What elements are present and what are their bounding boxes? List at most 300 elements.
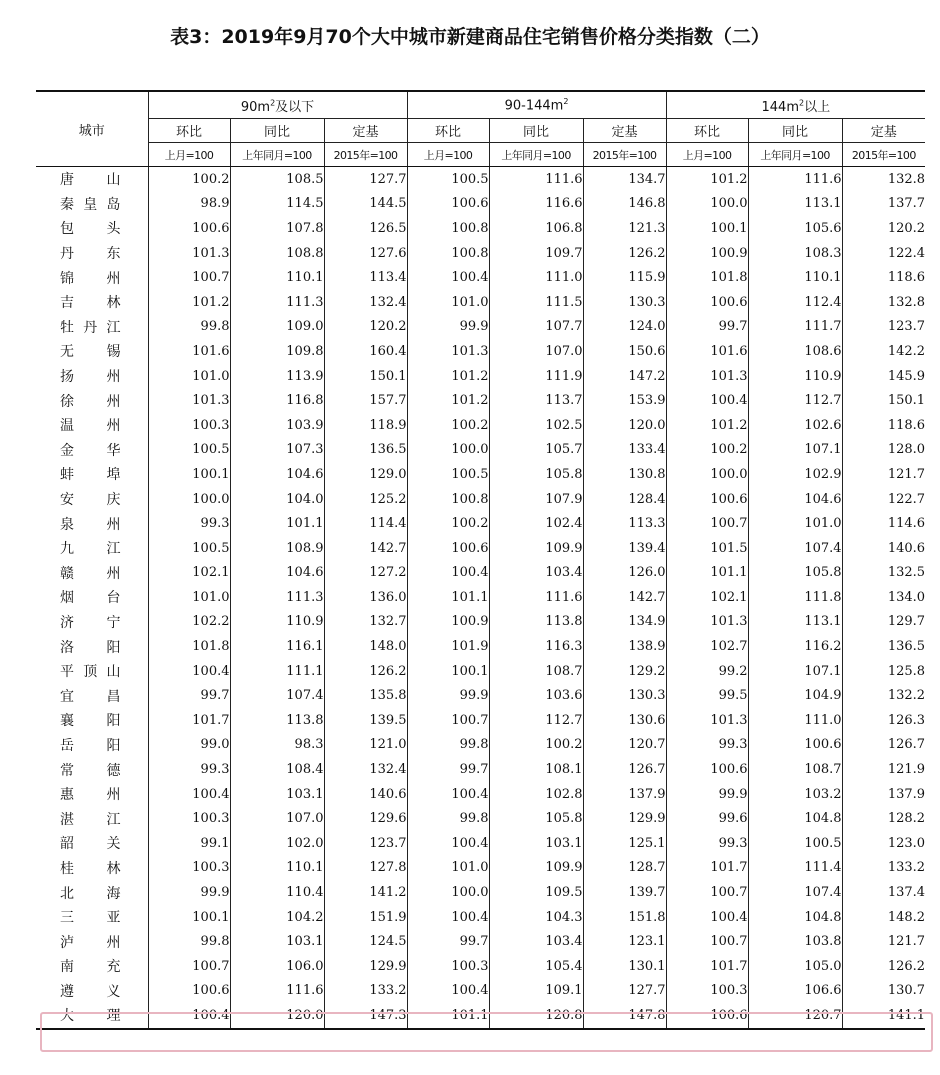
index-value: 104.6 bbox=[230, 462, 324, 487]
index-value: 115.9 bbox=[583, 265, 666, 290]
index-value: 100.2 bbox=[407, 511, 489, 536]
index-value: 137.9 bbox=[887, 786, 926, 802]
table-row bbox=[36, 782, 925, 807]
index-value: 103.4 bbox=[489, 929, 583, 954]
index-value: 125.2 bbox=[324, 487, 407, 512]
index-value: 99.8 bbox=[407, 733, 489, 758]
index-value: 151.8 bbox=[583, 905, 666, 930]
index-value: 108.3 bbox=[748, 241, 842, 266]
table-row bbox=[36, 241, 925, 266]
index-value: 107.1 bbox=[748, 659, 842, 684]
base-header-2015: 2015年=100 bbox=[583, 143, 666, 167]
table-row bbox=[36, 757, 925, 782]
city-name: 泸州 bbox=[36, 929, 148, 954]
index-value: 121.7 bbox=[887, 934, 926, 950]
city-name: 唐山 bbox=[36, 167, 148, 192]
table-title: 表3：2019年9月70个大中城市新建商品住宅销售价格分类指数（二） bbox=[170, 26, 770, 48]
metric-header-mom: 环比 bbox=[148, 119, 230, 143]
index-value: 134.9 bbox=[583, 610, 666, 635]
index-value: 126.0 bbox=[583, 561, 666, 586]
index-value: 107.4 bbox=[748, 536, 842, 561]
index-value: 123.0 bbox=[887, 835, 926, 851]
index-value: 102.4 bbox=[489, 511, 583, 536]
index-value: 100.4 bbox=[666, 388, 748, 413]
index-value: 100.5 bbox=[748, 831, 842, 856]
metric-header-yoy: 同比 bbox=[489, 119, 583, 143]
index-value: 109.9 bbox=[489, 536, 583, 561]
index-value: 100.7 bbox=[148, 265, 230, 290]
index-value: 130.3 bbox=[583, 683, 666, 708]
city-name: 徐州 bbox=[36, 388, 148, 413]
table-row bbox=[36, 290, 925, 315]
index-value: 100.0 bbox=[666, 192, 748, 217]
index-value: 100.3 bbox=[407, 954, 489, 979]
group-header-medium: $90-144m^2$ bbox=[407, 91, 666, 119]
index-value: 101.7 bbox=[666, 954, 748, 979]
index-value: 141.2 bbox=[324, 880, 407, 905]
index-value: 101.0 bbox=[148, 364, 230, 389]
index-value: 151.9 bbox=[324, 905, 407, 930]
index-value: 139.7 bbox=[583, 880, 666, 905]
index-value: 100.0 bbox=[407, 880, 489, 905]
table-row bbox=[36, 192, 925, 217]
index-value: 100.4 bbox=[148, 782, 230, 807]
index-value: 102.1 bbox=[666, 585, 748, 610]
index-value: 108.4 bbox=[230, 757, 324, 782]
index-value: 128.2 bbox=[887, 811, 926, 827]
index-value: 100.3 bbox=[148, 806, 230, 831]
index-value: 100.5 bbox=[148, 438, 230, 463]
city-name: 无锡 bbox=[36, 339, 148, 364]
table-row bbox=[36, 413, 925, 438]
city-name: 牡丹江 bbox=[36, 315, 148, 340]
city-name: 南充 bbox=[36, 954, 148, 979]
index-value: 102.7 bbox=[666, 634, 748, 659]
index-value: 111.4 bbox=[748, 856, 842, 881]
index-value: 102.6 bbox=[748, 413, 842, 438]
index-value: 109.7 bbox=[489, 241, 583, 266]
metric-header-fixed-base: 定基 bbox=[324, 119, 407, 143]
index-value: 103.1 bbox=[230, 782, 324, 807]
index-value: 108.9 bbox=[230, 536, 324, 561]
index-value: 100.4 bbox=[407, 561, 489, 586]
index-value: 132.7 bbox=[324, 610, 407, 635]
table-row bbox=[36, 856, 925, 881]
index-value: 107.8 bbox=[230, 216, 324, 241]
index-value: 110.4 bbox=[230, 880, 324, 905]
index-value: 99.3 bbox=[666, 733, 748, 758]
index-value: 105.8 bbox=[489, 806, 583, 831]
table-row bbox=[36, 683, 925, 708]
index-value: 99.6 bbox=[666, 806, 748, 831]
index-value: 133.2 bbox=[887, 860, 926, 876]
index-value: 126.7 bbox=[887, 737, 926, 753]
index-value: 130.3 bbox=[583, 290, 666, 315]
index-value: 99.3 bbox=[148, 511, 230, 536]
index-value: 134.7 bbox=[583, 167, 666, 192]
index-value: 121.9 bbox=[887, 762, 926, 778]
city-name: 温州 bbox=[36, 413, 148, 438]
index-value: 100.9 bbox=[666, 241, 748, 266]
index-value: 101.3 bbox=[407, 339, 489, 364]
index-value: 100.4 bbox=[407, 979, 489, 1004]
table-row bbox=[36, 880, 925, 905]
base-header-prev-year: 上年同月=100 bbox=[230, 143, 324, 167]
index-value: 99.5 bbox=[666, 683, 748, 708]
index-value: 99.9 bbox=[666, 782, 748, 807]
metric-header-mom: 环比 bbox=[407, 119, 489, 143]
index-value: 113.1 bbox=[748, 192, 842, 217]
index-value: 101.0 bbox=[407, 290, 489, 315]
index-value: 99.8 bbox=[148, 315, 230, 340]
index-value: 100.4 bbox=[666, 905, 748, 930]
index-value: 126.2 bbox=[324, 659, 407, 684]
index-value: 114.4 bbox=[324, 511, 407, 536]
table-row bbox=[36, 905, 925, 930]
index-value: 110.9 bbox=[748, 364, 842, 389]
index-value: 105.8 bbox=[748, 561, 842, 586]
index-value: 101.0 bbox=[748, 511, 842, 536]
index-value: 147.3 bbox=[324, 1003, 407, 1029]
index-value: 99.7 bbox=[148, 683, 230, 708]
table-row bbox=[36, 536, 925, 561]
index-value: 101.8 bbox=[666, 265, 748, 290]
city-name: 遵义 bbox=[36, 979, 148, 1004]
city-name: 惠州 bbox=[36, 782, 148, 807]
table-row bbox=[36, 364, 925, 389]
metric-header-mom: 环比 bbox=[666, 119, 748, 143]
index-value: 148.2 bbox=[887, 909, 926, 925]
index-value: 101.2 bbox=[407, 364, 489, 389]
table-row bbox=[36, 585, 925, 610]
index-value: 101.8 bbox=[148, 634, 230, 659]
index-value: 100.8 bbox=[407, 216, 489, 241]
index-value: 108.8 bbox=[230, 241, 324, 266]
index-value: 99.9 bbox=[148, 880, 230, 905]
index-value: 139.5 bbox=[324, 708, 407, 733]
index-value: 102.5 bbox=[489, 413, 583, 438]
index-value: 99.3 bbox=[666, 831, 748, 856]
index-value: 98.3 bbox=[230, 733, 324, 758]
table-row bbox=[36, 265, 925, 290]
index-value: 113.7 bbox=[489, 388, 583, 413]
base-header-2015: 2015年=100 bbox=[324, 143, 407, 167]
metric-header-fixed-base: 定基 bbox=[842, 119, 925, 143]
index-value: 111.3 bbox=[230, 290, 324, 315]
city-name: 济宁 bbox=[36, 610, 148, 635]
index-value: 104.9 bbox=[748, 683, 842, 708]
city-name: 包头 bbox=[36, 216, 148, 241]
index-value: 136.0 bbox=[324, 585, 407, 610]
index-value: 123.7 bbox=[324, 831, 407, 856]
index-value: 100.8 bbox=[407, 241, 489, 266]
index-value: 121.3 bbox=[583, 216, 666, 241]
index-value: 110.1 bbox=[230, 265, 324, 290]
index-value: 128.7 bbox=[583, 856, 666, 881]
index-value: 111.6 bbox=[489, 585, 583, 610]
base-header-prev-month: 上月=100 bbox=[666, 143, 748, 167]
index-value: 104.8 bbox=[748, 806, 842, 831]
index-value: 134.0 bbox=[887, 589, 926, 605]
table-row bbox=[36, 388, 925, 413]
index-value: 113.9 bbox=[230, 364, 324, 389]
city-name: 吉林 bbox=[36, 290, 148, 315]
index-value: 114.5 bbox=[230, 192, 324, 217]
index-value: 120.7 bbox=[748, 1003, 842, 1029]
index-value: 109.9 bbox=[489, 856, 583, 881]
table-row bbox=[36, 1003, 925, 1029]
index-value: 101.2 bbox=[148, 290, 230, 315]
index-value: 99.9 bbox=[407, 683, 489, 708]
price-index-table bbox=[36, 90, 925, 1030]
index-value: 111.6 bbox=[748, 167, 842, 192]
index-value: 101.7 bbox=[148, 708, 230, 733]
index-value: 100.8 bbox=[407, 487, 489, 512]
city-name: 秦皇岛 bbox=[36, 192, 148, 217]
index-value: 108.5 bbox=[230, 167, 324, 192]
city-name: 蚌埠 bbox=[36, 462, 148, 487]
index-value: 103.6 bbox=[489, 683, 583, 708]
index-value: 123.1 bbox=[583, 929, 666, 954]
table-row bbox=[36, 610, 925, 635]
index-value: 126.2 bbox=[887, 958, 926, 974]
index-value: 100.4 bbox=[407, 265, 489, 290]
index-value: 116.6 bbox=[489, 192, 583, 217]
table-row bbox=[36, 708, 925, 733]
index-value: 127.8 bbox=[324, 856, 407, 881]
index-value: 118.6 bbox=[887, 270, 926, 286]
index-value: 121.0 bbox=[324, 733, 407, 758]
index-value: 100.5 bbox=[148, 536, 230, 561]
index-value: 100.1 bbox=[148, 905, 230, 930]
index-value: 112.7 bbox=[748, 388, 842, 413]
index-value: 118.9 bbox=[324, 413, 407, 438]
index-value: 101.2 bbox=[666, 413, 748, 438]
index-value: 105.4 bbox=[489, 954, 583, 979]
index-value: 150.1 bbox=[324, 364, 407, 389]
index-value: 101.6 bbox=[148, 339, 230, 364]
index-value: 132.2 bbox=[887, 688, 926, 704]
index-value: 100.4 bbox=[148, 659, 230, 684]
index-value: 101.1 bbox=[230, 511, 324, 536]
index-value: 100.3 bbox=[148, 856, 230, 881]
index-value: 108.7 bbox=[489, 659, 583, 684]
table-row bbox=[36, 659, 925, 684]
index-value: 101.3 bbox=[666, 708, 748, 733]
table-row bbox=[36, 167, 925, 192]
city-name: 常德 bbox=[36, 757, 148, 782]
group-header-small: $90m^2$及以下 bbox=[148, 91, 407, 119]
index-value: 129.9 bbox=[324, 954, 407, 979]
index-value: 105.8 bbox=[489, 462, 583, 487]
city-name: 韶关 bbox=[36, 831, 148, 856]
index-value: 132.4 bbox=[324, 757, 407, 782]
base-header-prev-year: 上年同月=100 bbox=[489, 143, 583, 167]
city-name: 襄阳 bbox=[36, 708, 148, 733]
city-name: 湛江 bbox=[36, 806, 148, 831]
table-row bbox=[36, 216, 925, 241]
index-value: 104.8 bbox=[748, 905, 842, 930]
index-value: 101.6 bbox=[666, 339, 748, 364]
index-value: 100.6 bbox=[666, 1003, 748, 1029]
index-value: 116.1 bbox=[230, 634, 324, 659]
index-value: 108.1 bbox=[489, 757, 583, 782]
index-value: 113.1 bbox=[748, 610, 842, 635]
index-value: 100.7 bbox=[666, 880, 748, 905]
metric-header-yoy: 同比 bbox=[230, 119, 324, 143]
table-row bbox=[36, 733, 925, 758]
index-value: 118.6 bbox=[887, 417, 926, 433]
index-value: 111.8 bbox=[748, 585, 842, 610]
index-value: 102.0 bbox=[230, 831, 324, 856]
index-value: 100.5 bbox=[407, 462, 489, 487]
index-value: 100.6 bbox=[666, 487, 748, 512]
index-value: 113.3 bbox=[583, 511, 666, 536]
index-value: 114.6 bbox=[887, 516, 926, 532]
table-row bbox=[36, 561, 925, 586]
index-value: 101.3 bbox=[666, 610, 748, 635]
index-value: 100.6 bbox=[666, 290, 748, 315]
index-value: 130.7 bbox=[887, 983, 926, 999]
index-value: 111.3 bbox=[230, 585, 324, 610]
index-value: 133.2 bbox=[324, 979, 407, 1004]
index-value: 127.2 bbox=[324, 561, 407, 586]
index-value: 138.9 bbox=[583, 634, 666, 659]
index-value: 107.0 bbox=[489, 339, 583, 364]
base-header-prev-year: 上年同月=100 bbox=[748, 143, 842, 167]
index-value: 103.8 bbox=[748, 929, 842, 954]
index-value: 113.8 bbox=[489, 610, 583, 635]
city-name: 泉州 bbox=[36, 511, 148, 536]
index-value: 99.3 bbox=[148, 757, 230, 782]
index-value: 111.5 bbox=[489, 290, 583, 315]
index-value: 102.2 bbox=[148, 610, 230, 635]
index-value: 129.0 bbox=[324, 462, 407, 487]
table-row bbox=[36, 438, 925, 463]
index-value: 100.2 bbox=[407, 413, 489, 438]
index-value: 106.6 bbox=[748, 979, 842, 1004]
index-value: 102.8 bbox=[489, 782, 583, 807]
index-value: 101.1 bbox=[666, 561, 748, 586]
index-value: 109.8 bbox=[230, 339, 324, 364]
index-value: 139.4 bbox=[583, 536, 666, 561]
table-row bbox=[36, 487, 925, 512]
index-value: 126.7 bbox=[583, 757, 666, 782]
metric-header-yoy: 同比 bbox=[748, 119, 842, 143]
index-value: 132.8 bbox=[887, 171, 926, 187]
index-value: 113.8 bbox=[230, 708, 324, 733]
base-header-prev-month: 上月=100 bbox=[148, 143, 230, 167]
index-value: 110.9 bbox=[230, 610, 324, 635]
city-name: 北海 bbox=[36, 880, 148, 905]
index-value: 100.2 bbox=[489, 733, 583, 758]
index-value: 104.0 bbox=[230, 487, 324, 512]
group-header-large: $144m^2$以上 bbox=[666, 91, 925, 119]
index-value: 129.2 bbox=[583, 659, 666, 684]
index-value: 130.1 bbox=[583, 954, 666, 979]
index-value: 100.0 bbox=[666, 462, 748, 487]
index-value: 111.6 bbox=[489, 167, 583, 192]
index-value: 100.1 bbox=[407, 659, 489, 684]
index-value: 129.6 bbox=[324, 806, 407, 831]
index-value: 107.3 bbox=[230, 438, 324, 463]
index-value: 101.0 bbox=[407, 856, 489, 881]
index-value: 99.8 bbox=[148, 929, 230, 954]
index-value: 101.2 bbox=[666, 167, 748, 192]
index-value: 108.6 bbox=[748, 339, 842, 364]
index-value: 136.5 bbox=[887, 639, 926, 655]
city-name: 三亚 bbox=[36, 905, 148, 930]
table-row bbox=[36, 979, 925, 1004]
index-value: 100.6 bbox=[407, 192, 489, 217]
city-name: 扬州 bbox=[36, 364, 148, 389]
index-value: 99.0 bbox=[148, 733, 230, 758]
index-value: 122.4 bbox=[887, 245, 926, 261]
city-name: 安庆 bbox=[36, 487, 148, 512]
index-value: 99.1 bbox=[148, 831, 230, 856]
index-value: 100.7 bbox=[407, 708, 489, 733]
index-value: 127.7 bbox=[583, 979, 666, 1004]
index-value: 111.0 bbox=[489, 265, 583, 290]
index-value: 99.2 bbox=[666, 659, 748, 684]
index-value: 132.4 bbox=[324, 290, 407, 315]
index-value: 103.4 bbox=[489, 561, 583, 586]
index-value: 101.5 bbox=[666, 536, 748, 561]
index-value: 103.1 bbox=[230, 929, 324, 954]
index-value: 142.2 bbox=[887, 343, 926, 359]
index-value: 100.7 bbox=[666, 929, 748, 954]
index-value: 111.1 bbox=[230, 659, 324, 684]
index-value: 157.7 bbox=[324, 388, 407, 413]
index-value: 101.9 bbox=[407, 634, 489, 659]
table-row bbox=[36, 831, 925, 856]
index-value: 100.2 bbox=[666, 438, 748, 463]
city-name: 岳阳 bbox=[36, 733, 148, 758]
index-value: 147.8 bbox=[583, 1003, 666, 1029]
base-header-2015: 2015年=100 bbox=[842, 143, 925, 167]
index-value: 100.3 bbox=[148, 413, 230, 438]
metric-header-fixed-base: 定基 bbox=[583, 119, 666, 143]
index-value: 111.6 bbox=[230, 979, 324, 1004]
index-value: 100.6 bbox=[407, 536, 489, 561]
index-value: 111.0 bbox=[748, 708, 842, 733]
index-value: 120.2 bbox=[324, 315, 407, 340]
index-value: 106.8 bbox=[489, 216, 583, 241]
index-value: 137.9 bbox=[583, 782, 666, 807]
index-value: 101.1 bbox=[407, 1003, 489, 1029]
index-value: 129.7 bbox=[887, 614, 926, 630]
city-name: 烟台 bbox=[36, 585, 148, 610]
index-value: 100.4 bbox=[407, 831, 489, 856]
index-value: 128.4 bbox=[583, 487, 666, 512]
index-value: 142.7 bbox=[583, 585, 666, 610]
index-value: 123.7 bbox=[887, 319, 926, 335]
index-value: 125.8 bbox=[887, 663, 926, 679]
index-value: 141.1 bbox=[842, 1003, 925, 1029]
index-value: 112.7 bbox=[489, 708, 583, 733]
index-value: 103.9 bbox=[230, 413, 324, 438]
index-value: 99.7 bbox=[407, 757, 489, 782]
index-value: 133.4 bbox=[583, 438, 666, 463]
table-body bbox=[36, 167, 925, 1029]
city-name: 洛阳 bbox=[36, 634, 148, 659]
index-value: 100.1 bbox=[148, 462, 230, 487]
city-name: 九江 bbox=[36, 536, 148, 561]
index-value: 100.7 bbox=[666, 511, 748, 536]
index-value: 105.0 bbox=[748, 954, 842, 979]
city-name: 赣州 bbox=[36, 561, 148, 586]
index-value: 147.2 bbox=[583, 364, 666, 389]
